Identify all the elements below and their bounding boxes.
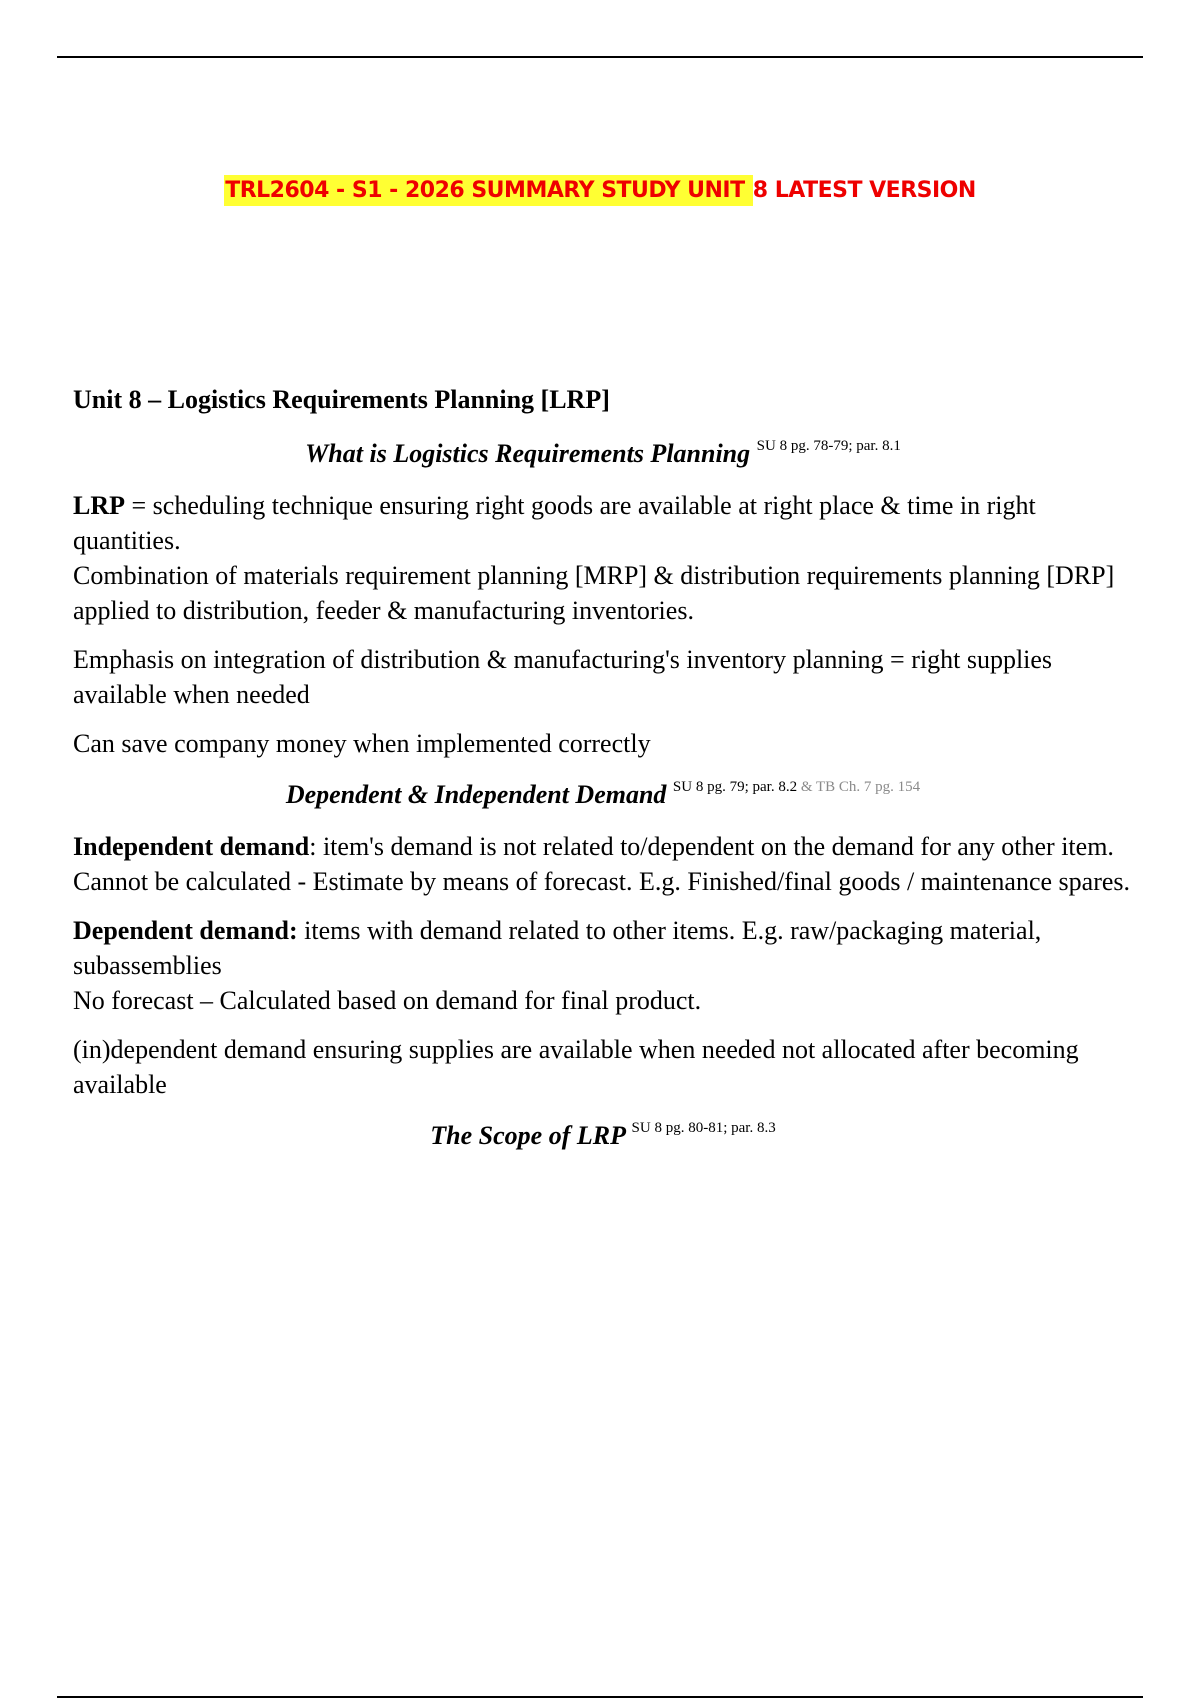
section-heading-dependent-independent (73, 775, 1133, 815)
bottom-rule (57, 1696, 1143, 1698)
section-reference: SU 8 pg. 80-81; par. 8.3 (631, 1120, 776, 1136)
section-reference (673, 779, 920, 795)
lrp-term: LRP (73, 491, 125, 520)
section-heading-text: What is Logistics Requirements Planning (305, 439, 751, 468)
lrp-definition-text: = scheduling technique ensuring right goods are available at right place & time in right quantities. (73, 491, 1036, 555)
section-heading-text: Dependent & Independent Demand (285, 780, 667, 809)
dependent-demand-note: No forecast – Calculated based on demand for final product. (73, 986, 702, 1015)
lrp-definition (73, 488, 1133, 558)
section-reference-study-unit: SU 8 pg. 79; par. 8.2 (672, 779, 798, 795)
document-title (0, 178, 1200, 203)
unit-heading: Unit 8 – Logistics Requirements Planning [LRP] (73, 385, 610, 414)
dependent-demand-definition (73, 913, 1133, 983)
section-heading-scope-of-lrp (73, 1116, 1133, 1156)
section-reference: SU 8 pg. 78-79; par. 8.1 (756, 438, 901, 454)
section-reference-textbook: & TB Ch. 7 pg. 154 (797, 779, 921, 795)
section-heading-text: The Scope of LRP (430, 1121, 626, 1150)
top-rule (57, 56, 1143, 58)
emphasis-paragraph: Emphasis on integration of distribution & manufacturing's inventory planning = right supplies available when needed (73, 645, 1053, 709)
document-body (73, 380, 1133, 1170)
dependent-demand-text: items with demand related to other items. E.g. raw/packaging material, subassemblies (73, 916, 1042, 980)
title-highlighted-part: TRL2604 - S1 - 2026 SUMMARY STUDY UNIT (224, 175, 753, 206)
independent-demand-note: Cannot be calculated - Estimate by means of forecast. E.g. Finished/final goods / maintenance spares. (73, 867, 1131, 896)
independent-demand-definition (73, 829, 1133, 864)
combination-paragraph: Combination of materials requirement planning [MRP] & distribution requirements planning [DRP] applied to distribution, feeder & manufacturing inventories. (73, 561, 1115, 625)
dependent-demand-term: Dependent demand: (73, 916, 298, 945)
independent-demand-text: : item's demand is not related to/dependent on the demand for any other item. (309, 832, 1114, 861)
title-rest: 8 LATEST VERSION (752, 178, 976, 203)
save-money-paragraph: Can save company money when implemented correctly (73, 729, 651, 758)
section-heading-what-is-lrp (73, 434, 1133, 474)
in-dependent-demand-note: (in)dependent demand ensuring supplies are available when needed not allocated after becoming available (73, 1035, 1079, 1099)
independent-demand-term: Independent demand (73, 832, 310, 861)
